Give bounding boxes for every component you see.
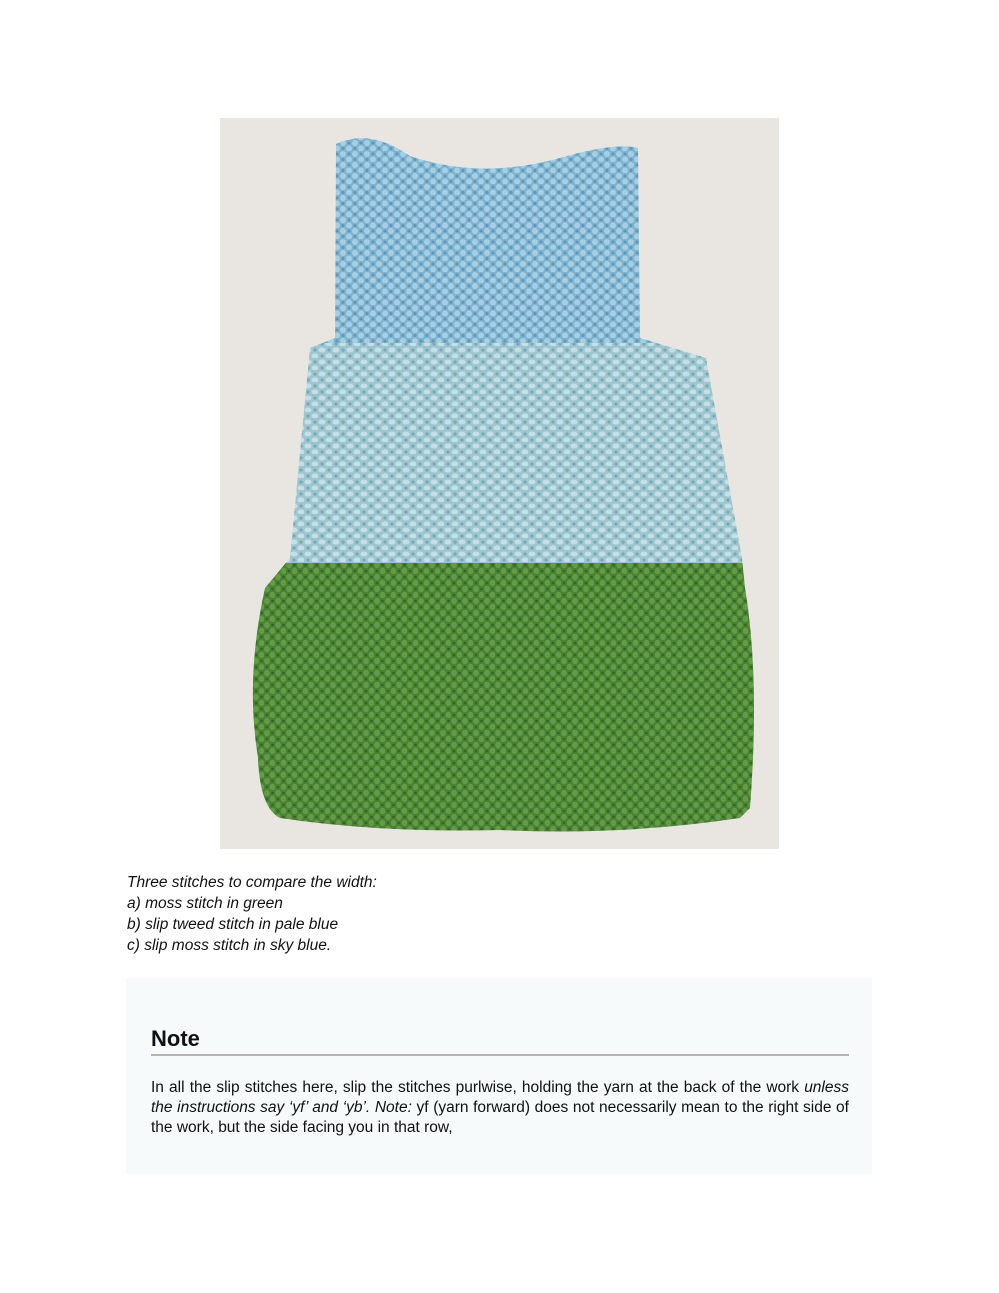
caption-line: Three stitches to compare the width: bbox=[127, 874, 377, 891]
note-text: In all the slip stitches here, slip the stitches purlwise, holding the yarn at the back of the work bbox=[151, 1079, 805, 1096]
caption-line: c) slip moss stitch in sky blue. bbox=[127, 937, 332, 954]
note-divider bbox=[151, 1054, 849, 1056]
note-body bbox=[151, 1078, 849, 1138]
note-box bbox=[126, 978, 872, 1174]
photo-caption bbox=[127, 872, 377, 956]
note-title: Note bbox=[151, 1026, 200, 1051]
swatch-illustration bbox=[220, 118, 779, 849]
note-text: yf (yarn forward) does not necessarily mean to the right side of the work, but the side facing you in that row, bbox=[151, 1099, 849, 1136]
caption-line: b) slip tweed stitch in pale blue bbox=[127, 916, 339, 933]
knitted-swatch-photo bbox=[220, 118, 779, 849]
note-text-italic: unless the instructions say ‘yf’ and ‘yb’. Note: bbox=[151, 1079, 849, 1116]
caption-line: a) moss stitch in green bbox=[127, 895, 283, 912]
